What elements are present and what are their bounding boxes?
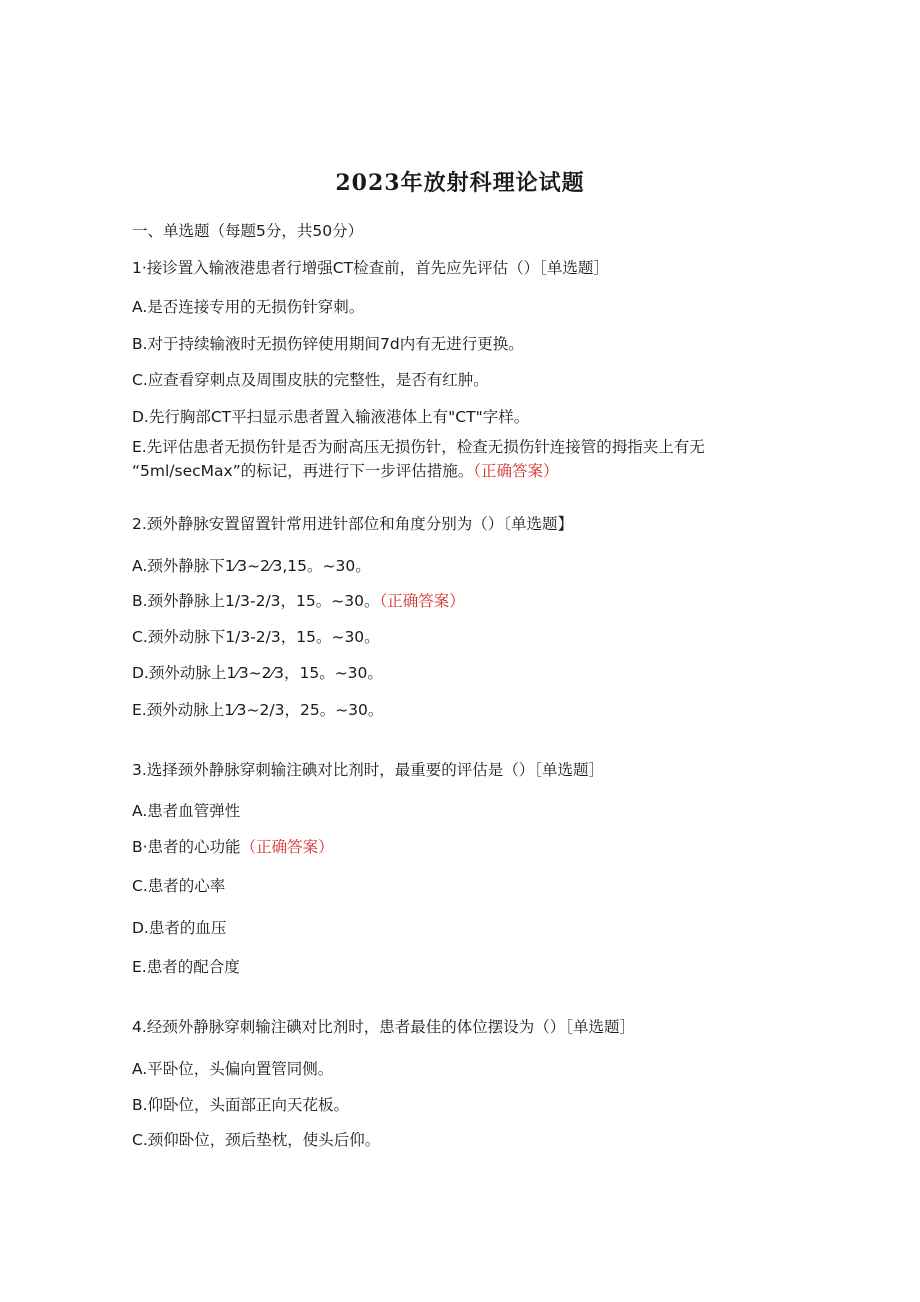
- question-4-option-b: B.仰卧位，头面部正向天花板。: [132, 1096, 350, 1114]
- question-1-option-e: E.先评估患者无损伤针是否为耐高压无损伤针，检查无损伤针连接管的拇指夹上有无: [132, 438, 705, 456]
- question-2-option-b: [132, 590, 465, 612]
- question-3-option-e: E.患者的配合度: [132, 958, 240, 976]
- page-title: 2023年放射科理论试题: [335, 170, 585, 196]
- question-1-option-a: A.是否连接专用的无损伤针穿刺。: [132, 298, 365, 316]
- question-1-option-e-cont: [132, 460, 559, 482]
- question-3-option-d: D.患者的血压: [132, 919, 227, 937]
- question-3-option-c: C.患者的心率: [132, 877, 226, 895]
- question-4-option-a: A.平卧位，头偏向置管同侧。: [132, 1060, 334, 1078]
- question-3-option-a: A.患者血管弹性: [132, 802, 241, 820]
- question-1-option-c: C.应查看穿刺点及周围皮肤的完整性，是否有红肿。: [132, 371, 489, 389]
- question-4-option-c: C.颈仰卧位，颈后垫枕，使头后仰。: [132, 1131, 381, 1149]
- question-2-option-e: E.颈外动脉上1⁄3~2/3，25。~30。: [132, 701, 384, 719]
- question-2-option-b-text: B.颈外静脉上1/3-2/3，15。~30。: [132, 592, 380, 610]
- question-4-stem: 4.经颈外静脉穿刺输注碘对比剂时，患者最佳的体位摆设为（）［单选题］: [132, 1018, 636, 1036]
- correct-answer-tag: （正确答案）: [379, 592, 465, 610]
- question-3-stem: 3.选择颈外静脉穿刺输注碘对比剂时，最重要的评估是（）［单选题］: [132, 761, 605, 779]
- question-1-stem: 1·接诊置入输液港患者行增强CT检查前，首先应先评估（）［单选题］: [132, 259, 609, 277]
- section-heading: 一、单选题（每题5分，共50分）: [132, 222, 364, 240]
- question-2-option-c: C.颈外动脉下1/3-2/3，15。~30。: [132, 628, 380, 646]
- question-1-option-b: B.对于持续输液时无损伤锌使用期间7d内有无进行更换。: [132, 335, 524, 353]
- correct-answer-tag: （正确答案）: [473, 462, 559, 480]
- question-2-option-d: D.颈外动脉上1⁄3~2⁄3，15。~30。: [132, 664, 383, 682]
- question-2-option-a: A.颈外静脉下1⁄3~2⁄3,15。~30。: [132, 557, 371, 575]
- question-1-option-d: D.先行胸部CT平扫显示患者置入输液港体上有"CT"字样。: [132, 408, 530, 426]
- question-2-stem: 2.颈外静脉安置留置针常用进针部位和角度分别为（）〔单选题】: [132, 515, 574, 533]
- question-3-option-b-text: B·患者的心功能: [132, 838, 241, 856]
- question-3-option-b: [132, 836, 334, 858]
- correct-answer-tag: （正确答案）: [240, 838, 334, 856]
- question-1-option-e-text: “5ml∕secMax”的标记，再进行下一步评估措施。: [132, 462, 474, 480]
